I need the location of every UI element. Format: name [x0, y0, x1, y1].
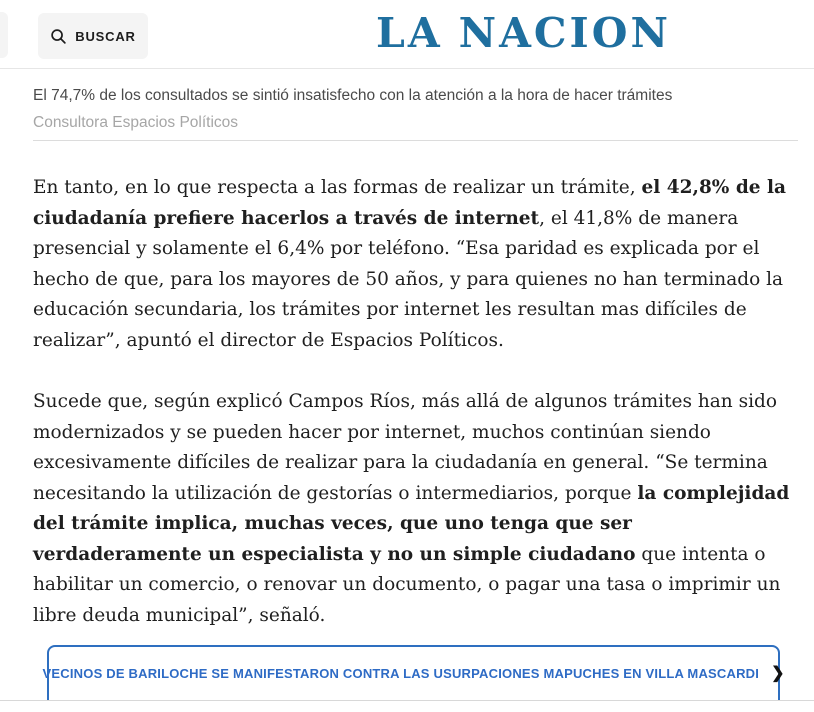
image-caption: El 74,7% de los consultados se sintió insatisfecho con la atención a la hora de hacer trámites — [33, 87, 673, 104]
p1-segment-3: , el 41,8% de manera presencial y solamente el 6,4% por teléfono. “Esa paridad es explicada por el hecho de que, para los mayores de 50 años, y para quienes no han terminado la educación secundaria, los trámites por internet les resultan mas difíciles de realizar”, apuntó el director de Espacios Políticos. — [33, 207, 784, 351]
paragraph-2 — [33, 387, 790, 631]
logo-word-nacion: NACION — [458, 9, 671, 57]
p1-segment-1: En tanto, en lo que respecta a las formas de realizar un trámite, — [33, 177, 642, 198]
caption-divider — [33, 140, 798, 141]
article-body — [33, 173, 790, 662]
image-credit: Consultora Espacios Políticos — [33, 114, 239, 131]
bottom-divider — [0, 700, 814, 701]
related-article-label: VECINOS DE BARILOCHE SE MANIFESTARON CONTRA LAS USURPACIONES MAPUCHES EN VILLA MASCARDI — [42, 666, 760, 681]
logo-word-la: LA — [376, 9, 443, 57]
p2-bold-segment: la complejidad del trámite implica, muchas veces, que uno tenga que ser verdaderamente un especialista y no un simple ciudadano — [33, 482, 790, 565]
search-icon — [50, 28, 67, 45]
p1-bold-segment: el 42,8% de la ciudadanía prefiere hacerlos a través de internet — [33, 177, 786, 229]
header — [0, 0, 814, 68]
p2-segment-3: que intenta o habilitar un comercio, o renovar un documento, o pagar una tasa o imprimir un libre deuda municipal”, señaló. — [33, 543, 781, 626]
search-button[interactable] — [38, 13, 148, 59]
la-nacion-logo[interactable] — [376, 9, 671, 57]
search-button-label: BUSCAR — [75, 28, 136, 44]
p2-segment-1: Sucede que, según explicó Campos Ríos, más allá de algunos trámites han sido modernizados y se pueden hacer por internet, muchos continúan siendo excesivamente difíciles de realizar para la ciudadanía en general. “Se termina necesitando la utilización de gestorías o intermediarios, porque — [33, 391, 777, 504]
header-divider — [0, 68, 814, 69]
related-article-link[interactable] — [42, 645, 785, 700]
paragraph-1 — [33, 173, 790, 356]
chevron-right-icon: ❯ — [771, 664, 785, 682]
partial-menu-button[interactable] — [0, 12, 8, 58]
